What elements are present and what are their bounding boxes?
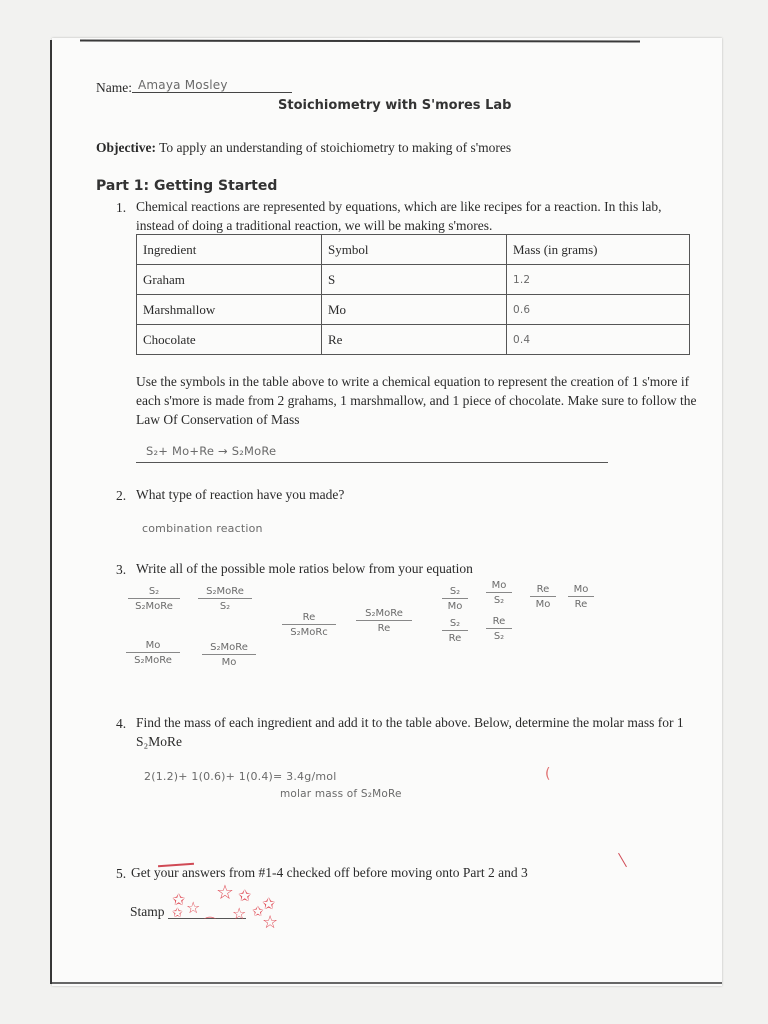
q4-answer-line2: molar mass of S₂MoRe: [280, 788, 402, 800]
objective-label: Objective:: [96, 140, 156, 155]
star-icon: ⌒: [204, 916, 217, 930]
table-cell-symbol: Mo: [322, 295, 507, 325]
ratio-denominator: Mo: [535, 599, 551, 610]
ratio-denominator: Re: [574, 599, 588, 610]
ratio-denominator: S₂MoRe: [134, 655, 172, 666]
q5-text: Get your answers from #1-4 checked off before moving onto Part 2 and 3: [131, 865, 528, 880]
objective: [96, 140, 511, 157]
mole-ratio: [486, 616, 512, 642]
ratio-numerator: Re: [530, 584, 556, 597]
mole-ratio: [356, 608, 412, 634]
mole-ratio: [198, 586, 252, 612]
table-cell-symbol: Re: [322, 325, 507, 355]
name-label: Name:: [96, 80, 132, 95]
mole-ratio: [202, 642, 256, 668]
ratio-denominator: Mo: [221, 657, 237, 668]
table-header: Mass (in grams): [507, 235, 690, 265]
star-icon: ☆: [232, 904, 247, 923]
table-row: [137, 265, 690, 295]
ingredient-table-wrap: [136, 234, 690, 355]
mole-ratio: [442, 618, 468, 644]
objective-text: To apply an understanding of stoichiometry to making of s'mores: [159, 140, 512, 155]
table-header: Ingredient: [137, 235, 322, 265]
stamp-label: Stamp: [130, 904, 165, 919]
ratio-numerator: Mo: [486, 580, 512, 593]
mole-ratio: [568, 584, 594, 610]
q1-instr-line3: Law Of Conservation of Mass: [136, 412, 300, 427]
table-row: [137, 295, 690, 325]
q2-text: What type of reaction have you made?: [136, 487, 345, 502]
ratio-numerator: S₂MoRe: [202, 642, 256, 655]
ratio-numerator: S₂MoRe: [356, 608, 412, 621]
mole-ratio: [530, 584, 556, 610]
q1-answer-line: [136, 462, 608, 463]
q1-line2: instead of doing a traditional reaction, we will be making s'mores.: [136, 218, 493, 233]
q3-number: 3.: [116, 562, 127, 577]
q4-line2: S₂MoRe: [136, 734, 182, 749]
table-row: [137, 325, 690, 355]
ratio-denominator: S₂MoRe: [135, 601, 173, 612]
q1-line1: Chemical reactions are represented by equations, which are like recipes for a reaction. In this lab,: [136, 199, 662, 214]
table-cell-mass: 1.2: [507, 265, 690, 295]
q3-text: Write all of the possible mole ratios below from your equation: [136, 561, 473, 576]
q1-instr-line2: each s'more is made from 2 grahams, 1 marshmallow, and 1 piece of chocolate. Make sure to follow the: [136, 393, 697, 408]
table-cell-ingredient: Graham: [137, 265, 322, 295]
ratio-numerator: S₂: [442, 586, 468, 599]
star-icon: ☆: [216, 880, 234, 904]
ratio-numerator: Mo: [568, 584, 594, 597]
ratio-numerator: S₂: [442, 618, 468, 631]
q2-number: 2.: [116, 488, 127, 503]
star-icon: ✩: [238, 886, 252, 905]
ratio-denominator: Re: [448, 633, 462, 644]
table-header: Symbol: [322, 235, 507, 265]
q5-number: 5.: [116, 866, 127, 881]
ratio-numerator: S₂MoRe: [198, 586, 252, 599]
ratio-denominator: Mo: [447, 601, 463, 612]
table-cell-ingredient: Chocolate: [137, 325, 322, 355]
stray-mark: (: [545, 766, 551, 782]
q1-instr-line1: Use the symbols in the table above to write a chemical equation to represent the creation of 1 s'more if: [136, 374, 690, 389]
table-header-row: [137, 235, 690, 265]
q2-answer: combination reaction: [142, 522, 263, 535]
ratio-denominator: S₂: [493, 595, 505, 606]
star-icon: ☆: [262, 912, 279, 933]
ingredient-table: [136, 234, 690, 355]
mole-ratio: [442, 586, 468, 612]
q1-number: 1.: [116, 200, 127, 215]
ratio-numerator: Mo: [126, 640, 180, 653]
ratio-numerator: Re: [282, 612, 336, 625]
mole-ratio: [126, 640, 180, 666]
star-icon: ✩: [172, 890, 186, 909]
mole-ratio: [128, 586, 180, 612]
part1-heading: Part 1: Getting Started: [96, 178, 278, 194]
name-value: Amaya Mosley: [138, 78, 228, 92]
paper-bottom-edge: [52, 982, 722, 984]
ratio-numerator: S₂: [128, 586, 180, 599]
star-icon: ☆: [186, 898, 201, 917]
ratio-denominator: S₂: [493, 631, 505, 642]
star-icon: ✩: [172, 906, 183, 921]
ratio-denominator: Re: [377, 623, 391, 634]
table-cell-mass: 0.4: [507, 325, 690, 355]
q4-answer-line1: 2(1.2)+ 1(0.6)+ 1(0.4)= 3.4g/mol: [144, 770, 337, 783]
q4-line1: Find the mass of each ingredient and add it to the table above. Below, determine the molar mass for 1: [136, 715, 684, 730]
mole-ratio: [486, 580, 512, 606]
name-underline: [132, 92, 292, 93]
table-cell-mass: 0.6: [507, 295, 690, 325]
star-icon: ✩: [262, 894, 276, 913]
star-icon: ✩: [252, 904, 264, 920]
page-title: Stoichiometry with S'mores Lab: [278, 98, 512, 113]
table-cell-symbol: S: [322, 265, 507, 295]
ratio-denominator: S₂: [219, 601, 231, 612]
q4-number: 4.: [116, 716, 127, 731]
table-cell-ingredient: Marshmallow: [137, 295, 322, 325]
q1-answer: S₂+ Mo+Re → S₂MoRe: [146, 444, 277, 458]
ratio-numerator: Re: [486, 616, 512, 629]
ratio-denominator: S₂MoRc: [290, 627, 328, 638]
mole-ratio: [282, 612, 336, 638]
